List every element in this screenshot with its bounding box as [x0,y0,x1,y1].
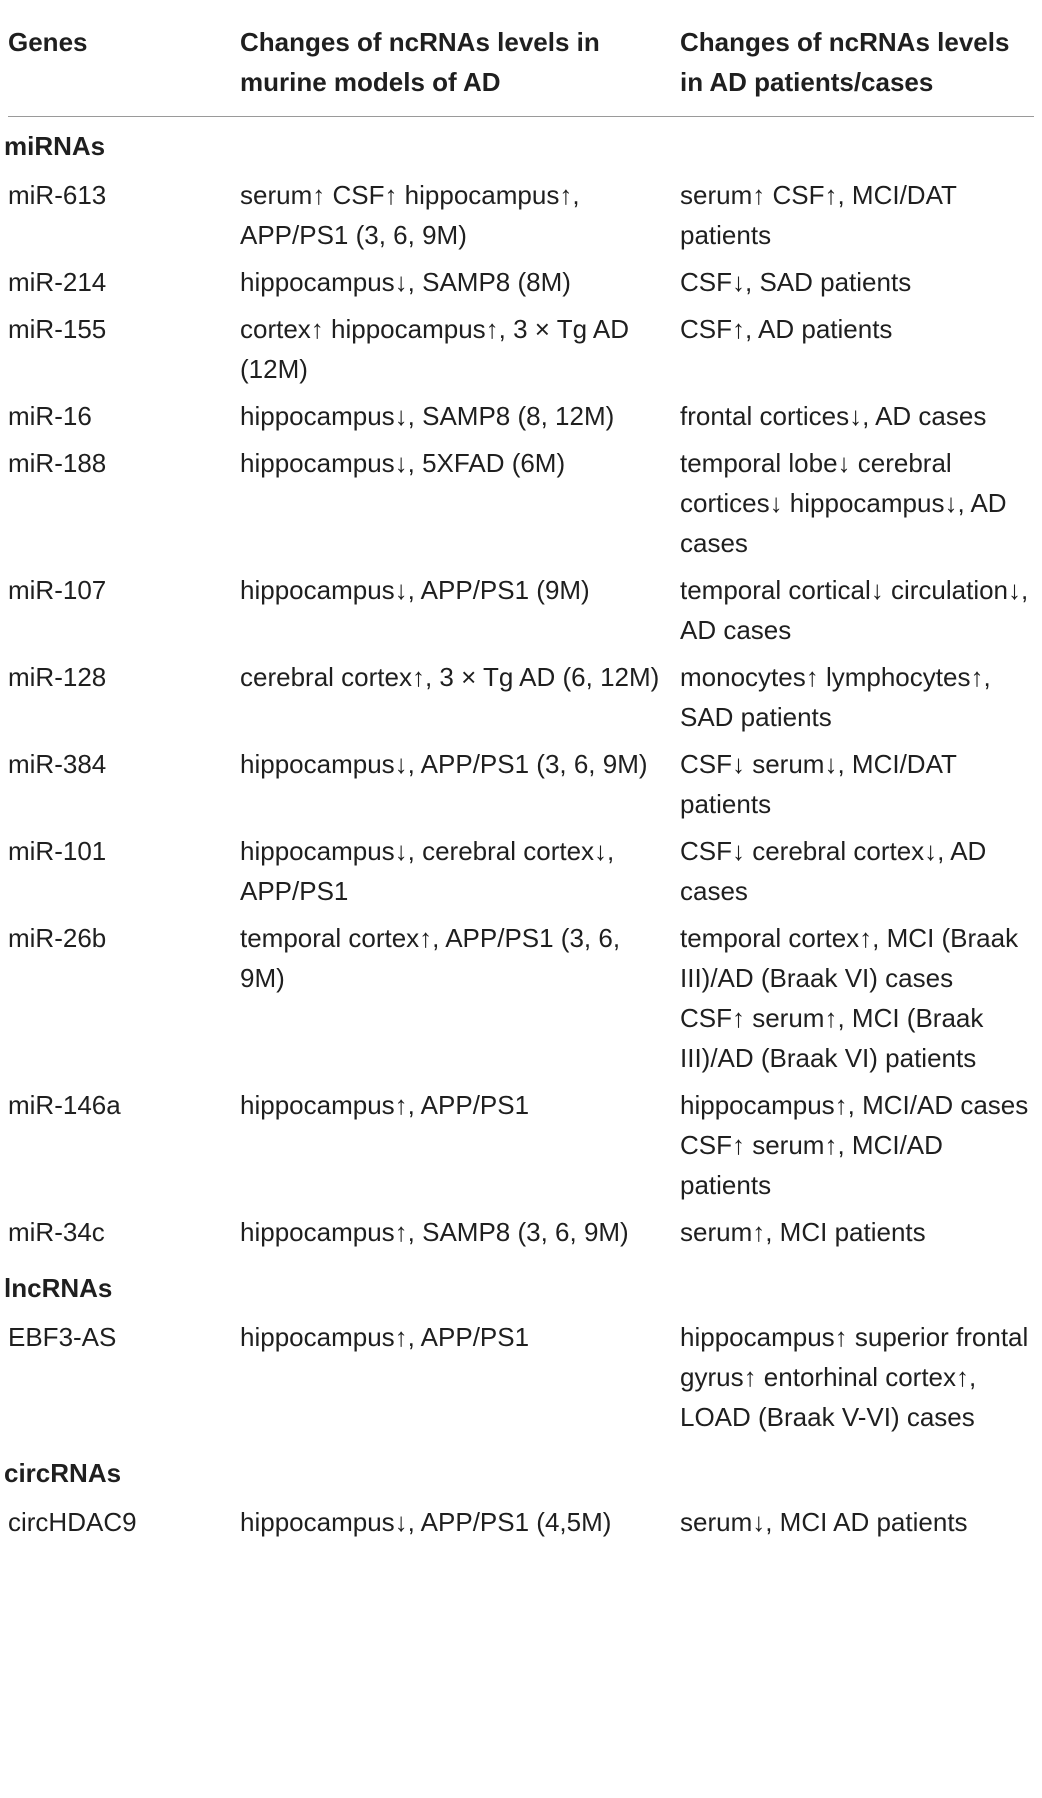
murine-cell: cortex↑ hippocampus↑, 3 × Tg AD (12M) [240,314,629,384]
patients-cell: CSF↓ cerebral cortex↓, AD cases [680,836,987,906]
table-row [0,918,1042,1085]
table-row [0,1502,1042,1549]
patients-cell: temporal lobe↓ cerebral cortices↓ hippocampus↓, AD cases [680,448,1007,558]
patients-cell: serum↑, MCI patients [680,1217,926,1247]
patients-cases-line: temporal cortex↑, MCI (Braak III)/AD (Braak VI) cases [680,923,1019,993]
gene-cell: miR-384 [8,749,107,779]
table-row [0,262,1042,309]
gene-cell: miR-214 [8,267,107,297]
murine-cell: hippocampus↓, APP/PS1 (9M) [240,575,590,605]
patients-cell: serum↓, MCI AD patients [680,1507,968,1537]
table-row [0,175,1042,262]
patients-cell: CSF↓, SAD patients [680,267,912,297]
table-row [0,657,1042,744]
gene-cell: miR-128 [8,662,107,692]
murine-cell: hippocampus↑, SAMP8 (3, 6, 9M) [240,1217,629,1247]
patients-cell: CSF↑, AD patients [680,314,893,344]
murine-cell: hippocampus↓, APP/PS1 (3, 6, 9M) [240,749,648,779]
table-row [0,443,1042,570]
header-genes: Genes [8,27,88,57]
table-row [0,570,1042,657]
gene-cell: miR-107 [8,575,107,605]
murine-cell: hippocampus↑, APP/PS1 [240,1090,530,1120]
murine-cell: hippocampus↓, 5XFAD (6M) [240,448,566,478]
gene-cell: miR-16 [8,401,92,431]
gene-cell: miR-146a [8,1090,121,1120]
gene-cell: miR-101 [8,836,107,866]
gene-cell: miR-155 [8,314,107,344]
patients-patients-line: CSF↑ serum↑, MCI (Braak III)/AD (Braak VI) patients [680,1003,984,1073]
patients-cell: frontal cortices↓, AD cases [680,401,987,431]
patients-cell: monocytes↑ lymphocytes↑, SAD patients [680,662,991,732]
section-lncrnas: lncRNAs [4,1273,113,1303]
murine-cell: hippocampus↓, APP/PS1 (4,5M) [240,1507,612,1537]
gene-cell: miR-613 [8,180,107,210]
table-row [0,1085,1042,1212]
patients-cell: temporal cortical↓ circulation↓, AD cases [680,575,1029,645]
murine-cell: temporal cortex↑, APP/PS1 (3, 6, 9M) [240,923,621,993]
patients-cases-line: hippocampus↑, MCI/AD cases [680,1090,1029,1120]
patients-cell: serum↑ CSF↑, MCI/DAT patients [680,180,957,250]
patients-cell: hippocampus↑ superior frontal gyrus↑ entorhinal cortex↑, LOAD (Braak V-VI) cases [680,1322,1029,1432]
murine-cell: hippocampus↓, SAMP8 (8, 12M) [240,401,615,431]
gene-cell: miR-188 [8,448,107,478]
murine-cell: serum↑ CSF↑ hippocampus↑, APP/PS1 (3, 6, 9M) [240,180,580,250]
murine-cell: cerebral cortex↑, 3 × Tg AD (6, 12M) [240,662,660,692]
murine-cell: hippocampus↑, APP/PS1 [240,1322,530,1352]
section-mirnas: miRNAs [4,131,106,161]
patients-cell: CSF↓ serum↓, MCI/DAT patients [680,749,957,819]
gene-cell: miR-26b [8,923,107,953]
table-row [0,744,1042,831]
table-header [0,0,1042,116]
murine-cell: hippocampus↓, SAMP8 (8M) [240,267,571,297]
header-patients: Changes of ncRNAs levels in AD patients/cases [680,27,1010,97]
gene-cell: EBF3-AS [8,1322,117,1352]
gene-cell: miR-34c [8,1217,105,1247]
table-row [0,1317,1042,1444]
patients-cell [680,1085,1042,1205]
gene-cell: circHDAC9 [8,1507,137,1537]
header-murine: Changes of ncRNAs levels in murine models of AD [240,27,600,97]
table-row [0,831,1042,918]
table-row [0,309,1042,396]
table-row [0,1212,1042,1259]
patients-patients-line: CSF↑ serum↑, MCI/AD patients [680,1130,943,1200]
murine-cell: hippocampus↓, cerebral cortex↓, APP/PS1 [240,836,615,906]
table-row [0,396,1042,443]
patients-cell [680,918,1042,1078]
section-circrnas: circRNAs [4,1458,122,1488]
